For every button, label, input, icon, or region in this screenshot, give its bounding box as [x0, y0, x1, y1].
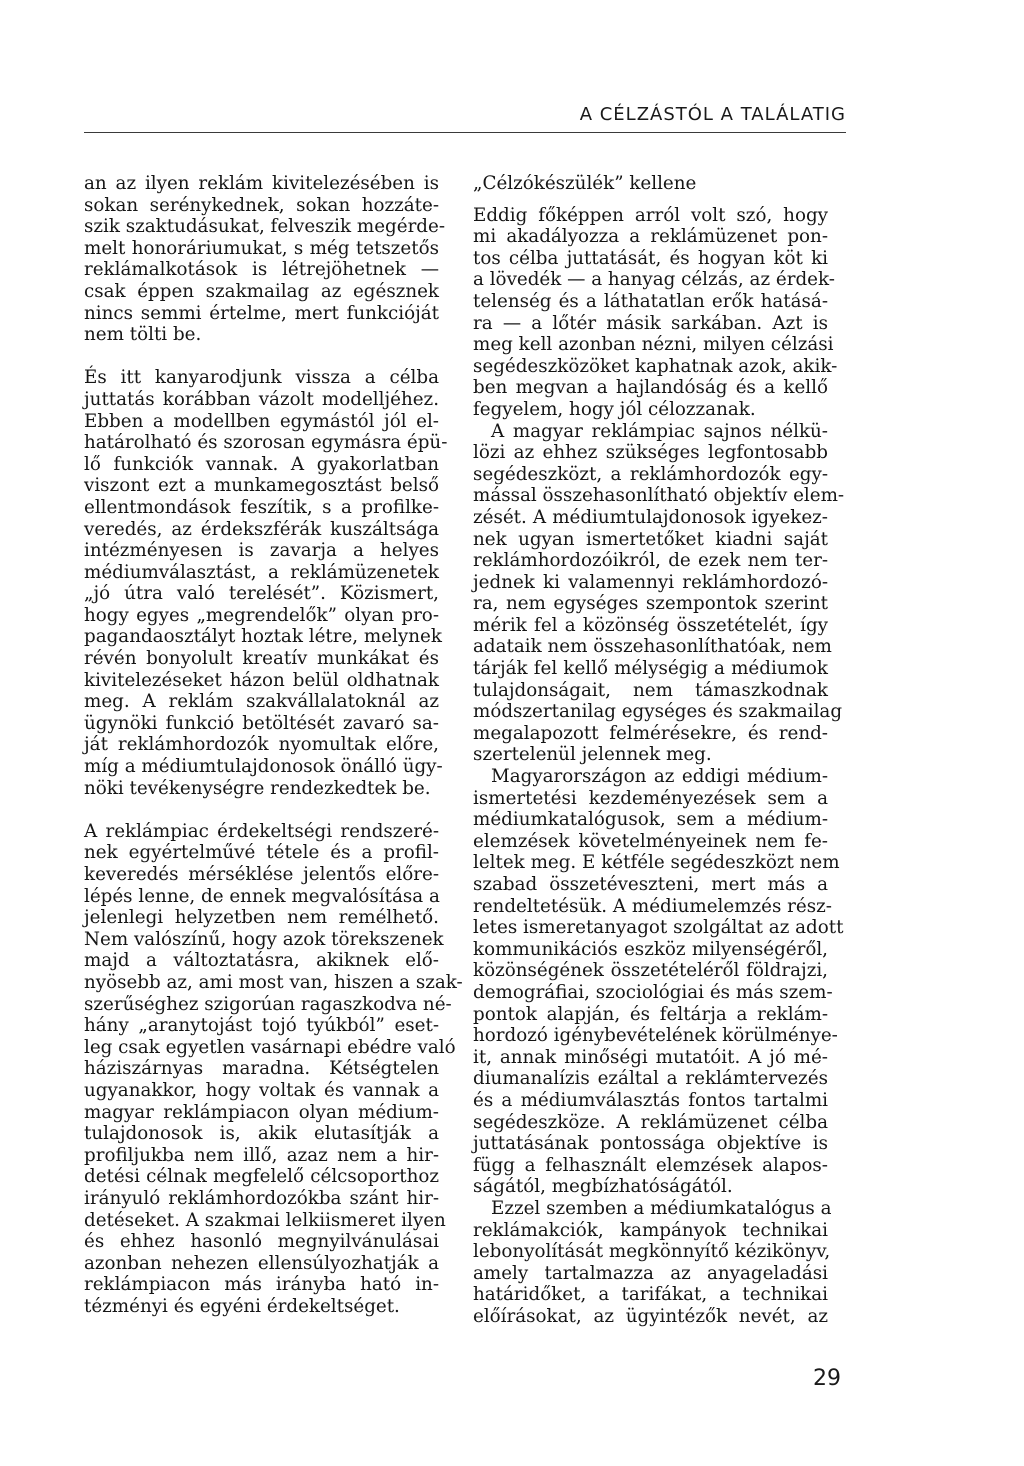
text-line: szik szaktudásukat, felveszik megérde-: [84, 216, 446, 238]
text-line: lő funkciók vannak. A gyakorlatban: [84, 453, 439, 475]
text-line: révén bonyolult kreatív munkákat és: [84, 648, 439, 670]
text-line: telenség és a láthatatlan erők hatásá-: [473, 290, 828, 312]
text-line: Ebben a modellben egymástól jól el-: [84, 410, 439, 432]
text-line: letes ismeretanyagot szolgáltat az adott: [473, 917, 844, 939]
text-line: lebonyolítását megkönnyítő kézikönyv,: [473, 1241, 831, 1263]
paragraph: [473, 1197, 832, 1328]
text-line: irányuló reklámhordozókba szánt hir-: [84, 1187, 439, 1209]
text-line: meg. A reklám szakvállalatoknál az: [84, 691, 439, 713]
text-line: megalapozott felmérésekre, és rend-: [473, 722, 828, 744]
text-line: juttatásának pontossága objektíve is: [473, 1133, 828, 1155]
text-line: közönségének összetételéről földrajzi,: [473, 960, 828, 982]
text-line: melt honoráriumukat, s még tetszetős: [84, 237, 439, 259]
text-line: lépés lenne, de ennek megvalósítása a: [84, 885, 440, 907]
running-header: A CÉLZÁSTÓL A TALÁLATIG: [579, 104, 846, 125]
paragraph-gap: [84, 346, 439, 368]
text-line: juttatás korábban vázolt modelljéhez.: [84, 388, 439, 410]
text-line: hogy egyes „megrendelők” olyan pro-: [84, 604, 439, 626]
text-line: reklámalkotások is létrejöhetnek —: [84, 259, 439, 281]
text-line: adataik nem összehasonlíthatóak, nem: [473, 636, 832, 658]
text-line: reklámhordozóikról, de ezek nem ter-: [473, 550, 828, 572]
paragraph: [473, 204, 838, 421]
text-line: nöki tevékenységre rendezkedtek be.: [84, 777, 431, 799]
paragraph-gap: [84, 799, 439, 821]
text-line: hány „aranytojást tojó tyúkból” eset-: [84, 1015, 439, 1037]
text-line: A reklámpiac érdekeltségi rendszeré-: [84, 820, 439, 842]
text-line: és ehhez hasonló megnyilvánulásai: [84, 1231, 439, 1253]
text-line: reklámakciók, kampányok technikai: [473, 1219, 828, 1241]
paragraph: [84, 367, 448, 799]
text-line: leltek meg. E kétféle segédeszközt nem: [473, 852, 840, 874]
text-line: majd a változtatásra, akiknek elő-: [84, 950, 439, 972]
text-line: elemzések követelményeinek nem fe-: [473, 830, 828, 852]
text-line: amely tartalmazza az anyageladási: [473, 1262, 828, 1284]
text-line: nek egyértelművé tétele és a profil-: [84, 842, 439, 864]
text-line: határolható és szorosan egymásra épü-: [84, 432, 448, 454]
text-line: hordozó igénybevételének körülménye-: [473, 1025, 838, 1047]
text-line: szerűséghez szigorúan ragaszkodva né-: [84, 993, 452, 1015]
text-line: Magyarországon az eddigi médium-: [491, 766, 828, 788]
text-line: intézményesen is zavarja a helyes: [84, 540, 439, 562]
text-line: diumanalízis ezáltal a reklámtervezés: [473, 1068, 828, 1090]
text-line: ügynöki funkció betöltését zavaró sa-: [84, 712, 439, 734]
text-line: míg a médiumtulajdonosok önálló ügy-: [84, 756, 443, 778]
text-line: detési célnak megfelelő célcsoporthoz: [84, 1166, 439, 1188]
text-line: háziszárnyas maradna. Kétségtelen: [84, 1058, 439, 1080]
page-number: 29: [813, 1366, 841, 1391]
text-line: ismertetési kezdeményezések sem a: [473, 787, 828, 809]
text-line: ra, nem egységes szempontok szerint: [473, 593, 828, 615]
text-line: jednek ki valamennyi reklámhordozó-: [473, 571, 828, 593]
text-line: jelenlegi helyzetben nem remélhető.: [84, 907, 439, 929]
text-line: ben megvan a hajlandóság és a kellő: [473, 377, 828, 399]
right-column: [473, 173, 845, 1327]
text-line: Eddig főképpen arról volt szó, hogy: [473, 204, 828, 226]
text-line: mi akadályozza a reklámüzenet pon-: [473, 226, 828, 248]
text-line: tulajdonosok is, akik elutasítják a: [84, 1123, 439, 1145]
text-line: Nem valószínű, hogy azok törekszenek: [84, 928, 444, 950]
text-line: segédeszközöket kaphatnak azok, akik-: [473, 355, 838, 377]
text-line: detéseket. A szakmai lelkiismeret ilyen: [84, 1209, 446, 1231]
text-line: azonban nehezen ellensúlyozhatják a: [84, 1252, 439, 1274]
text-line: nyösebb az, ami most van, hiszen a szak-: [84, 971, 463, 993]
text-line: demográfiai, szociológiai és más szem-: [473, 981, 833, 1003]
text-line: És itt kanyarodjunk vissza a célba: [84, 367, 439, 389]
paragraph: [473, 766, 844, 1198]
text-line: leg csak egyetlen vasárnapi ebédre való: [84, 1036, 456, 1058]
text-line: kivitelezéseket házon belül oldhatnak: [84, 669, 439, 691]
text-line: szertelenül jelennek meg.: [473, 744, 712, 766]
text-line: Ezzel szemben a médiumkatalógus a: [491, 1197, 832, 1219]
text-line: médiumválasztást, a reklámüzenetek: [84, 561, 439, 583]
text-line: tulajdonságait, nem támaszkodnak: [473, 679, 828, 701]
text-line: reklámpiacon más irányba ható in-: [84, 1274, 439, 1296]
text-line: ra — a lőtér másik sarkában. Azt is: [473, 312, 828, 334]
text-line: lözi az ehhez szükséges legfontosabb: [473, 442, 828, 464]
text-line: pontok alapján, és feltárja a reklám-: [473, 1003, 828, 1025]
text-line: médiumkatalógusok, sem a médium-: [473, 809, 828, 831]
text-line: viszont ezt a munkamegosztást belső: [84, 475, 439, 497]
text-line: zését. A médiumtulajdonosok igyekez-: [473, 506, 828, 528]
text-line: csak éppen szakmailag az egésznek: [84, 280, 439, 302]
text-line: meg kell azonban nézni, milyen célzási: [473, 334, 834, 356]
text-line: módszertanilag egységes és szakmailag: [473, 701, 843, 723]
paragraph: [84, 820, 463, 1318]
text-line: keveredés mérséklése jelentős előre-: [84, 864, 439, 885]
text-line: nincs semmi értelme, mert funkcióját: [84, 302, 439, 324]
text-line: függ a felhasznált elemzések alapos-: [473, 1154, 828, 1176]
text-line: profiljukba nem illő, azaz nem a hir-: [84, 1144, 439, 1166]
text-line: tézményi és egyéni érdekeltséget.: [84, 1295, 400, 1317]
text-line: a lövedék — a hanyag célzás, az érdek-: [473, 269, 835, 291]
text-line: ságától, megbízhatóságától.: [473, 1176, 733, 1198]
text-line: „jó útra való terelését”. Közismert,: [84, 583, 439, 605]
text-line: tárják fel kellő mélységig a médiumok: [473, 658, 828, 680]
text-line: A magyar reklámpiac sajnos nélkü-: [491, 420, 828, 442]
header-rule: [84, 132, 846, 133]
text-line: nek ugyan ismertetőket kiadni saját: [473, 528, 828, 550]
text-line: mással összehasonlítható objektív elem-: [473, 485, 845, 507]
section-heading: „Célzókészülék” kellene: [473, 173, 697, 194]
text-line: ugyanakkor, hogy voltak és vannak a: [84, 1079, 439, 1101]
text-line: és a médiumválasztás fontos tartalmi: [473, 1089, 828, 1111]
text-line: ját reklámhordozók nyomultak előre,: [84, 734, 439, 756]
text-line: an az ilyen reklám kivitelezésében is: [84, 173, 439, 194]
text-line: előírásokat, az ügyintézők nevét, az: [473, 1305, 828, 1327]
paragraph: [84, 173, 446, 346]
text-line: magyar reklámpiacon olyan médium-: [84, 1101, 439, 1123]
text-line: segédeszköze. A reklámüzenet célba: [473, 1111, 828, 1133]
text-line: it, annak minőségi mutatóit. A jó mé-: [473, 1046, 828, 1068]
text-line: mérik fel a közönség összetételét, így: [473, 614, 828, 636]
text-line: rendeltetésük. A médiumelemzés rész-: [473, 895, 832, 917]
text-line: nem tölti be.: [84, 324, 202, 346]
text-line: veredés, az érdekszférák kuszáltsága: [84, 518, 439, 540]
text-line: szabad összetéveszteni, mert más a: [473, 874, 828, 895]
paragraph: [473, 420, 845, 767]
text-line: fegyelem, hogy jól célozzanak.: [473, 398, 756, 420]
text-line: határidőket, a tarifákat, a technikai: [473, 1284, 828, 1306]
text-line: sokan serénykednek, sokan hozzáte-: [84, 194, 439, 216]
text-line: segédeszközt, a reklámhordozók egy-: [473, 463, 828, 485]
left-column: [84, 173, 463, 1317]
text-line: ellentmondások feszítik, s a profilke-: [84, 496, 439, 518]
text-line: tos célba juttatását, és hogyan köt ki: [473, 247, 828, 269]
text-line: kommunikációs eszköz milyenségéről,: [473, 938, 828, 960]
text-line: pagandaosztályt hoztak létre, melynek: [84, 626, 442, 648]
